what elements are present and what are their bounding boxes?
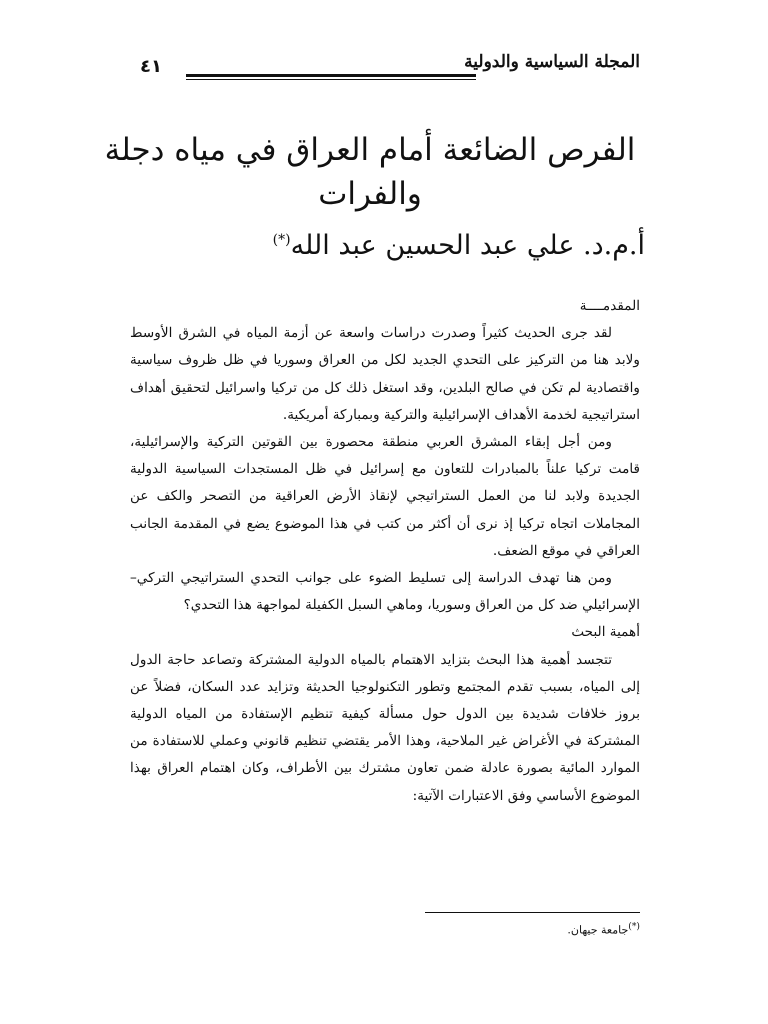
- journal-name: المجلة السياسية والدولية: [464, 52, 640, 72]
- article-body: [130, 293, 640, 810]
- author-name: أ.م.د. علي عبد الحسين عبد الله: [290, 230, 645, 261]
- running-header: [140, 50, 640, 86]
- footnote: [425, 918, 640, 940]
- footnote-separator: [425, 912, 640, 913]
- paragraph: لقد جرى الحديث كثيراً وصدرت دراسات واسعة عن أزمة المياه في الشرق الأوسط ولابد هنا من التركيز على التحدي الجديد لكل من العراق وسوريا في ظل ظروف سياسية واقتصادية لم تكن في صالح البلدين، وقد استغل ذلك كل من تركيا واسرائيل لتحقيق أهداف استراتيجية لخدمة الأهداف الإسرائيلية والتركية وبمباركة أمريكية.: [130, 325, 640, 423]
- section-heading-introduction: المقدمــــة: [579, 298, 640, 314]
- page-number: ٤١: [140, 56, 162, 77]
- footnote-marker: (*): [628, 921, 640, 932]
- header-rule: [186, 74, 476, 77]
- footnote-text: جامعة جيهان.: [567, 923, 629, 937]
- author-footnote-marker: (*): [272, 232, 291, 248]
- paragraph: تتجسد أهمية هذا البحث بتزايد الاهتمام بالمياه الدولية المشتركة وتصاعد حاجة الدول إلى المياه، بسبب تقدم المجتمع وتطور التكنولوجيا الحديثة وتزايد عدد السكان، فضلاً عن بروز خلافات شديدة بين الدول حول مسألة كيفية تنظيم الإستفادة من المياه الدولية المشتركة في الأغراض غير الملاحية، وهذا الأمر يقتضي تنظيم قانوني وعملي للاستفادة من الموارد المائية بصورة عادلة ضمن تعاون مشترك بين الأطراف، وكان اهتمام العراق بهذا الموضوع الأساسي وفق الاعتبارات الآتية:: [130, 651, 640, 804]
- author-line: [100, 220, 645, 266]
- header-rule-thin: [186, 79, 476, 80]
- paragraph: ومن أجل إبقاء المشرق العربي منطقة محصورة بين القوتين التركية والإسرائيلية، قامت تركيا علناً بالمبادرات للتعاون مع إسرائيل في ظل المستجدات السياسية الدولية الجديدة ولابد لنا من العمل الستراتيجي لإنقاذ الأرض العراقية من التصحر والكف عن المجاملات اتجاه تركيا إذ نرى أن أكثر من كتب في هذا الموضوع يضع في المقدمة الجانب العراقي في موقع الضعف.: [130, 434, 640, 559]
- paragraph: ومن هنا تهدف الدراسة إلى تسليط الضوء على جوانب التحدي الستراتيجي التركي–الإسرائيلي ضد كل من العراق وسوريا، وماهي السبل الكفيلة لمواجهة هذا التحدي؟: [130, 570, 640, 614]
- article-title: الفرص الضائعة أمام العراق في مياه دجلة والفرات: [104, 132, 636, 212]
- section-heading-importance: أهمية البحث: [571, 624, 640, 641]
